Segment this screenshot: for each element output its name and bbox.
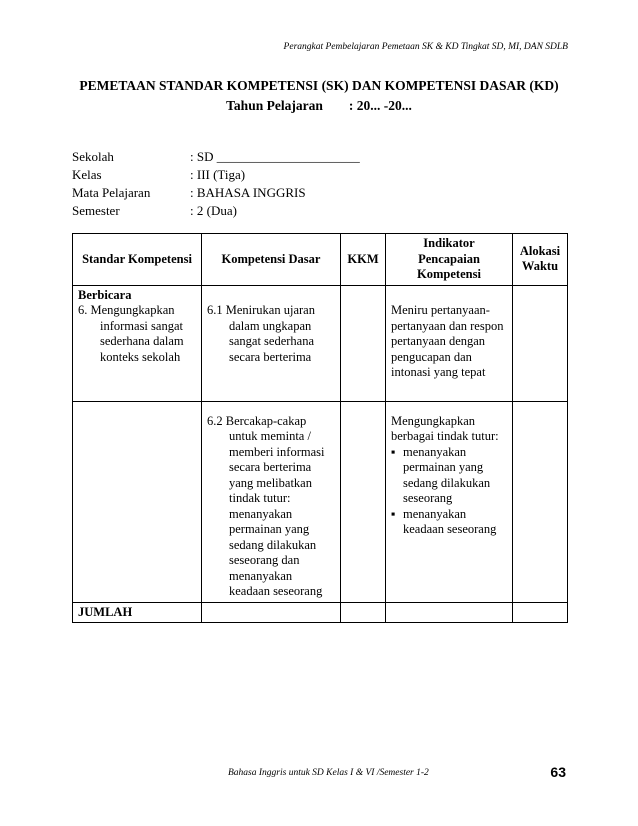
kd-text: 6.2 Bercakap-cakap untuk meminta / memberi informasi secara berterima yang melibatkan tindak tutur: menanyakan permainan yang sedang dilakukan seseorang dan menanyakan keadaan seseorang [207,413,325,598]
list-item: ▪ menanyakan permainan yang sedang dilakukan seseorang [391,445,507,507]
document-title [0,76,638,116]
info-value: : 2 (Dua) [190,203,237,218]
kkm-cell [341,285,386,401]
total-row [73,602,568,623]
indicator-list [391,445,507,538]
academic-year [0,96,638,116]
col-header-alokasi: Alokasi Waktu [513,234,568,286]
time-cell [513,285,568,401]
table-row [73,285,568,401]
info-value: : BAHASA INGGRIS [190,185,306,200]
info-row [72,166,360,184]
time-cell [513,602,568,623]
kd-cell [202,602,341,623]
info-value: : III (Tiga) [190,167,246,182]
indicator-cell [386,285,513,401]
sk-cell [73,285,202,401]
info-label: Kelas [72,167,102,182]
kd-cell [202,401,341,602]
indicator-cell [386,401,513,602]
running-footer: Bahasa Inggris untuk SD Kelas I & VI /Semester 1-2 [228,768,429,778]
info-row [72,184,360,202]
info-label: Sekolah [72,149,114,164]
kd-cell [202,285,341,401]
competency-table [72,233,568,623]
table-row [73,401,568,602]
info-row [72,148,360,166]
col-header-kkm: KKM [341,234,386,286]
table-header-row [73,234,568,286]
info-value: : SD ______________________ [190,149,360,164]
running-header: Perangkat Pembelajaran Pemetaan SK & KD Tingkat SD, MI, DAN SDLB [283,42,568,52]
year-value: : 20... -20... [348,98,412,113]
indicator-text: Meniru pertanyaan-pertanyaan dan respon pertanyaan dengan pengucapan dan intonasi yang tepat [391,303,504,379]
info-label: Semester [72,203,120,218]
kd-text: 6.1 Menirukan ujaran dalam ungkapan sangat sederhana secara berterima [207,303,315,364]
kkm-cell [341,602,386,623]
title-line: PEMETAAN STANDAR KOMPETENSI (SK) DAN KOMPETENSI DASAR (KD) [79,78,559,93]
col-header-kd: Kompetensi Dasar [202,234,341,286]
sk-text: 6. Mengungkapkan informasi sangat sederhana dalam konteks sekolah [78,303,184,364]
section-label: Berbicara [78,287,132,302]
indicator-cell [386,602,513,623]
sk-cell [73,401,202,602]
time-cell [513,401,568,602]
kkm-cell [341,401,386,602]
col-header-sk: Standar Kompetensi [73,234,202,286]
year-label: Tahun Pelajaran [226,98,323,113]
info-label: Mata Pelajaran [72,185,151,200]
identity-block [72,148,360,220]
total-label: JUMLAH [73,602,202,623]
info-row [72,202,360,220]
list-item: ▪ menanyakan keadaan seseorang [391,507,507,538]
page-number: 63 [550,764,566,780]
indicator-intro: Mengungkapkan berbagai tindak tutur: [391,413,499,443]
col-header-indikator: Indikator Pencapaian Kompetensi [386,234,513,286]
